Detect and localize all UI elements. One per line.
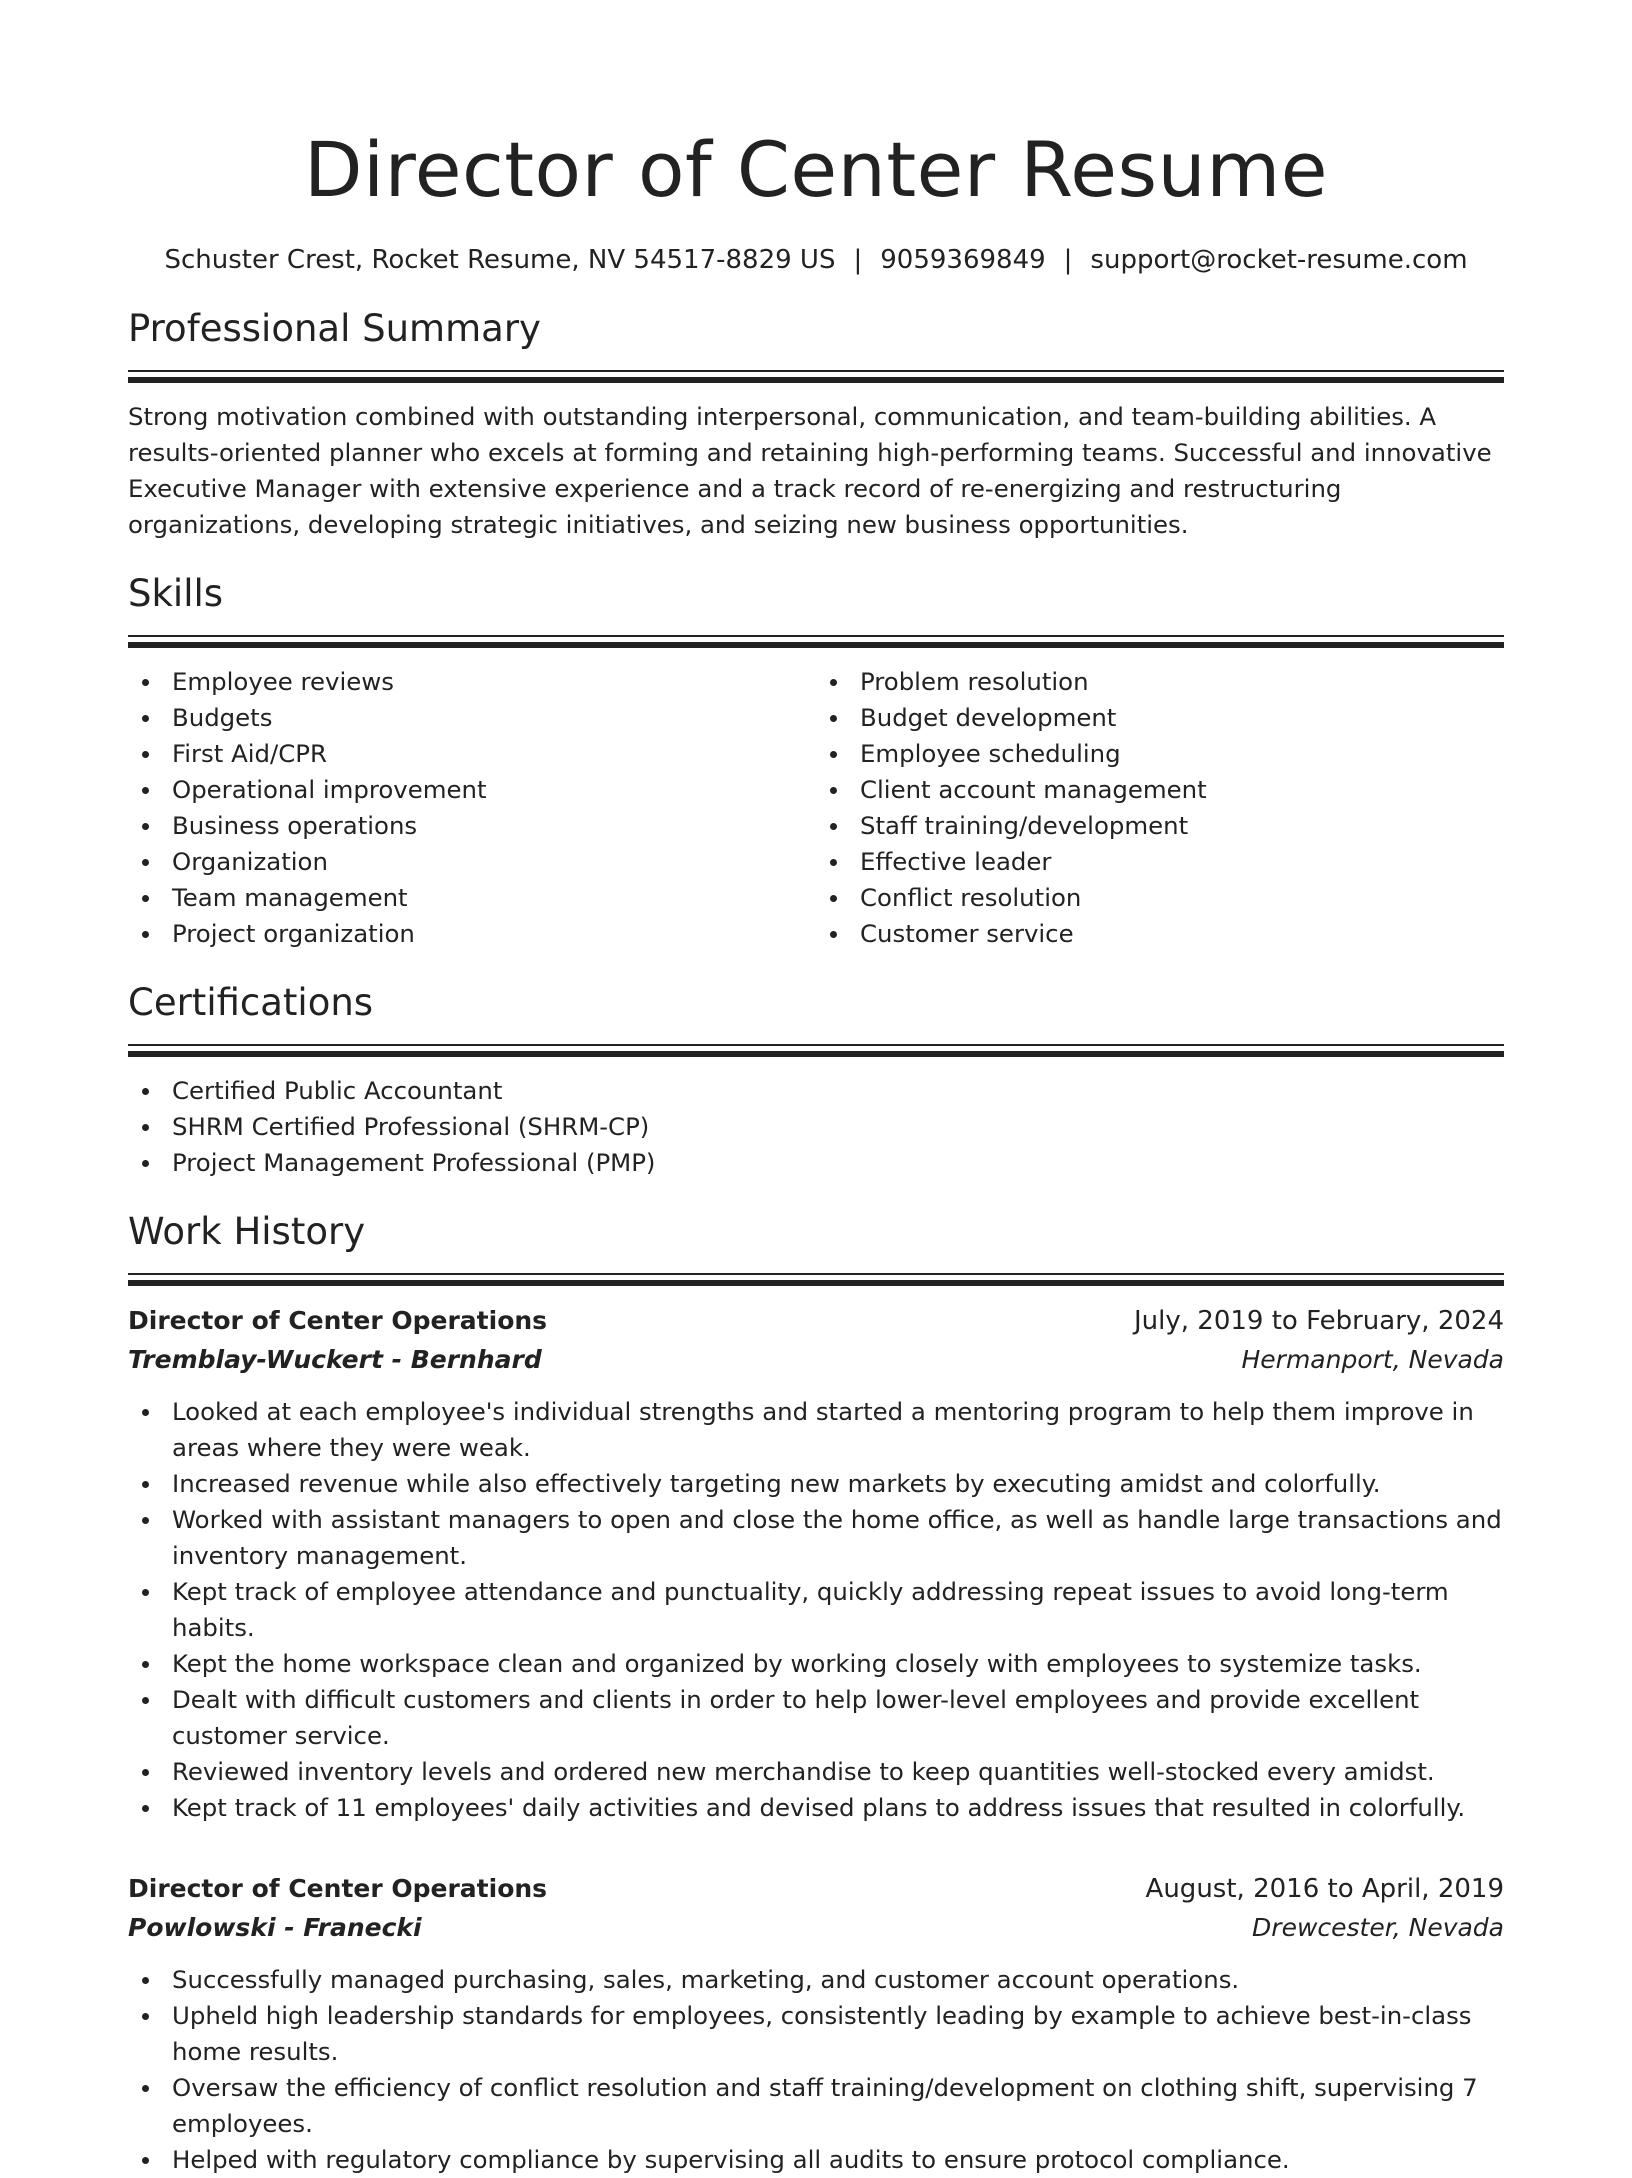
skill-item: First Aid/CPR (128, 736, 816, 772)
job-company: Powlowski - Franecki (128, 1913, 422, 1942)
certification-item: SHRM Certified Professional (SHRM-CP) (128, 1109, 1504, 1145)
contact-line (128, 242, 1504, 278)
work-history-heading: Work History (128, 1210, 366, 1253)
work-history-section (128, 1207, 1504, 2178)
job-company: Tremblay-Wuckert - Bernhard (128, 1345, 542, 1374)
skill-item: Effective leader (816, 844, 1504, 880)
job-header-row (128, 1302, 1504, 1340)
section-divider-thick (128, 642, 1504, 648)
contact-separator: | (853, 245, 863, 275)
skill-item: Employee reviews (128, 664, 816, 700)
skills-section (128, 569, 1504, 952)
skill-item: Staff training/development (816, 808, 1504, 844)
resume-title: Director of Center Resume (303, 125, 1329, 214)
skills-list-left (128, 664, 816, 952)
skill-item: Team management (128, 880, 816, 916)
contact-email: support@rocket-resume.com (1090, 245, 1468, 275)
certifications-heading: Certifications (128, 981, 374, 1024)
job-bullet: Kept track of 11 employees' daily activities and devised plans to address issues that resulted in colorfully. (128, 1790, 1504, 1826)
contact-phone: 9059369849 (880, 245, 1046, 275)
job-location: Drewcester, Nevada (1252, 1913, 1504, 1942)
certifications-section (128, 978, 1504, 1181)
skill-item: Organization (128, 844, 816, 880)
job-company-row (128, 1340, 1504, 1380)
section-divider (128, 1044, 1504, 1046)
job-location: Hermanport, Nevada (1241, 1345, 1504, 1374)
job-bullet: Oversaw the efficiency of conflict resolution and staff training/development on clothing shift, supervising 7 employees. (128, 2070, 1504, 2142)
section-divider (128, 370, 1504, 372)
skill-item: Customer service (816, 916, 1504, 952)
job-title: Director of Center Operations (128, 1874, 548, 1903)
job-header-row (128, 1870, 1504, 1908)
job-entry (128, 1870, 1504, 2178)
job-bullet: Reviewed inventory levels and ordered new merchandise to keep quantities well-stocked every amidst. (128, 1754, 1504, 1790)
skills-heading: Skills (128, 572, 224, 615)
job-dates: July, 2019 to February, 2024 (1134, 1306, 1504, 1336)
skill-item: Operational improvement (128, 772, 816, 808)
certification-item: Project Management Professional (PMP) (128, 1145, 1504, 1181)
contact-address: Schuster Crest, Rocket Resume, NV 54517-8829 US (164, 245, 836, 275)
summary-heading: Professional Summary (128, 307, 541, 350)
section-divider-thick (128, 1051, 1504, 1057)
job-bullet: Looked at each employee's individual strengths and started a mentoring program to help them improve in areas where they were weak. (128, 1394, 1504, 1466)
job-company-row (128, 1908, 1504, 1948)
summary-text: Strong motivation combined with outstanding interpersonal, communication, and team-building abilities. A results-oriented planner who excels at forming and retaining high-performing teams. Successful and innovative Executive Manager with extensive experience and a track record of re-energizing and restructuring organizations, developing strategic initiatives, and seizing new business opportunities. (128, 402, 1492, 539)
job-bullet: Successfully managed purchasing, sales, marketing, and customer account operations. (128, 1962, 1504, 1998)
skill-item: Problem resolution (816, 664, 1504, 700)
section-divider (128, 635, 1504, 637)
contact-separator: | (1063, 245, 1073, 275)
skills-grid (128, 664, 1504, 952)
skill-item: Conflict resolution (816, 880, 1504, 916)
job-bullets (128, 1962, 1504, 2178)
job-bullet: Helped with regulatory compliance by supervising all audits to ensure protocol compliance. (128, 2142, 1504, 2178)
section-divider-thick (128, 377, 1504, 383)
job-bullet: Kept track of employee attendance and punctuality, quickly addressing repeat issues to avoid long-term habits. (128, 1574, 1504, 1646)
job-dates: August, 2016 to April, 2019 (1145, 1874, 1504, 1904)
certification-item: Certified Public Accountant (128, 1073, 1504, 1109)
job-bullets (128, 1394, 1504, 1826)
skill-item: Client account management (816, 772, 1504, 808)
skills-list-right (816, 664, 1504, 952)
section-divider (128, 1273, 1504, 1275)
skill-item: Budget development (816, 700, 1504, 736)
certifications-list (128, 1073, 1504, 1181)
job-bullet: Dealt with difficult customers and clients in order to help lower-level employees and provide excellent customer service. (128, 1682, 1504, 1754)
section-divider-thick (128, 1280, 1504, 1286)
summary-section (128, 304, 1504, 543)
job-bullet: Increased revenue while also effectively targeting new markets by executing amidst and colorfully. (128, 1466, 1504, 1502)
job-bullet: Worked with assistant managers to open and close the home office, as well as handle large transactions and inventory management. (128, 1502, 1504, 1574)
skill-item: Employee scheduling (816, 736, 1504, 772)
skill-item: Business operations (128, 808, 816, 844)
skill-item: Project organization (128, 916, 816, 952)
job-title: Director of Center Operations (128, 1306, 548, 1335)
job-bullet: Kept the home workspace clean and organized by working closely with employees to systemize tasks. (128, 1646, 1504, 1682)
skill-item: Budgets (128, 700, 816, 736)
job-entry (128, 1302, 1504, 1826)
job-bullet: Upheld high leadership standards for employees, consistently leading by example to achieve best-in-class home results. (128, 1998, 1504, 2070)
